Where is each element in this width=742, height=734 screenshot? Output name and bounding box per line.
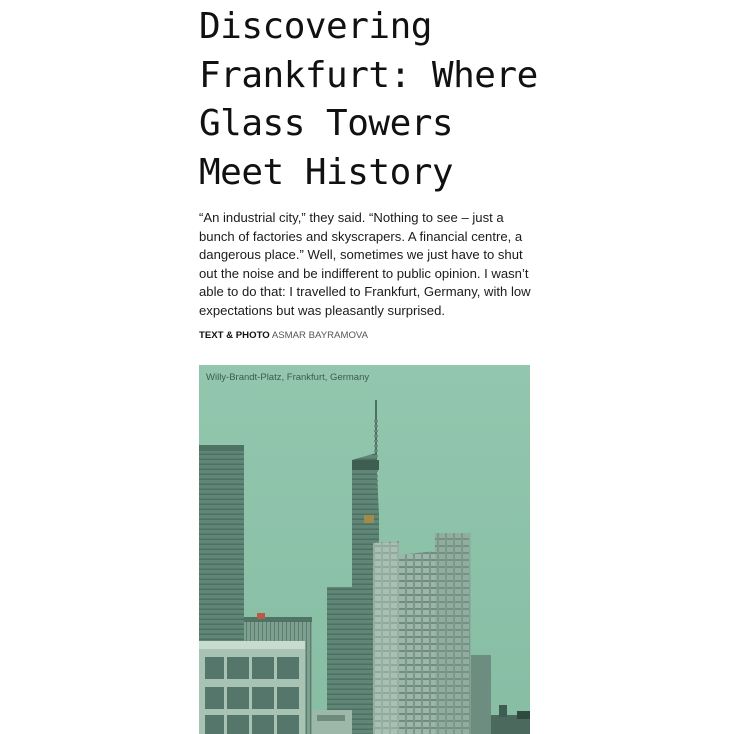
article-credit [199, 330, 539, 342]
credit-author: ASMAR BAYRAMOVA [271, 329, 368, 341]
article-title-line: Glass Towers [199, 103, 454, 144]
article-lede [199, 209, 534, 321]
article-title-line: Discovering [199, 6, 432, 47]
lede-line: bunch of factories and skyscrapers. A financial centre, a [199, 228, 523, 244]
lede-line: able to do that: I travelled to Frankfurt, Germany, with low [199, 284, 531, 300]
article-body [199, 0, 539, 342]
skyline-photo [199, 365, 530, 734]
foreground-roof [312, 710, 352, 734]
article-title-line: Meet History [199, 151, 454, 193]
credit-label: TEXT & PHOTO [199, 329, 270, 341]
photo-caption: Willy-Brandt-Platz, Frankfurt, Germany [206, 372, 370, 383]
lede-line: expectations but was pleasantly surprised. [199, 302, 446, 318]
article-title-line: Frankfurt: Where [199, 54, 538, 96]
lede-line: “An industrial city,” they said. “Nothing to see – just a [199, 210, 504, 225]
right-annex [471, 655, 491, 734]
skyline-illustration [199, 365, 530, 734]
lede-line: dangerous place.” Well, sometimes we just have to shut [199, 247, 523, 263]
article-title [199, 0, 539, 197]
lede-line: out the noise and be indifferent to public opinion. I wasn’t [199, 265, 529, 281]
